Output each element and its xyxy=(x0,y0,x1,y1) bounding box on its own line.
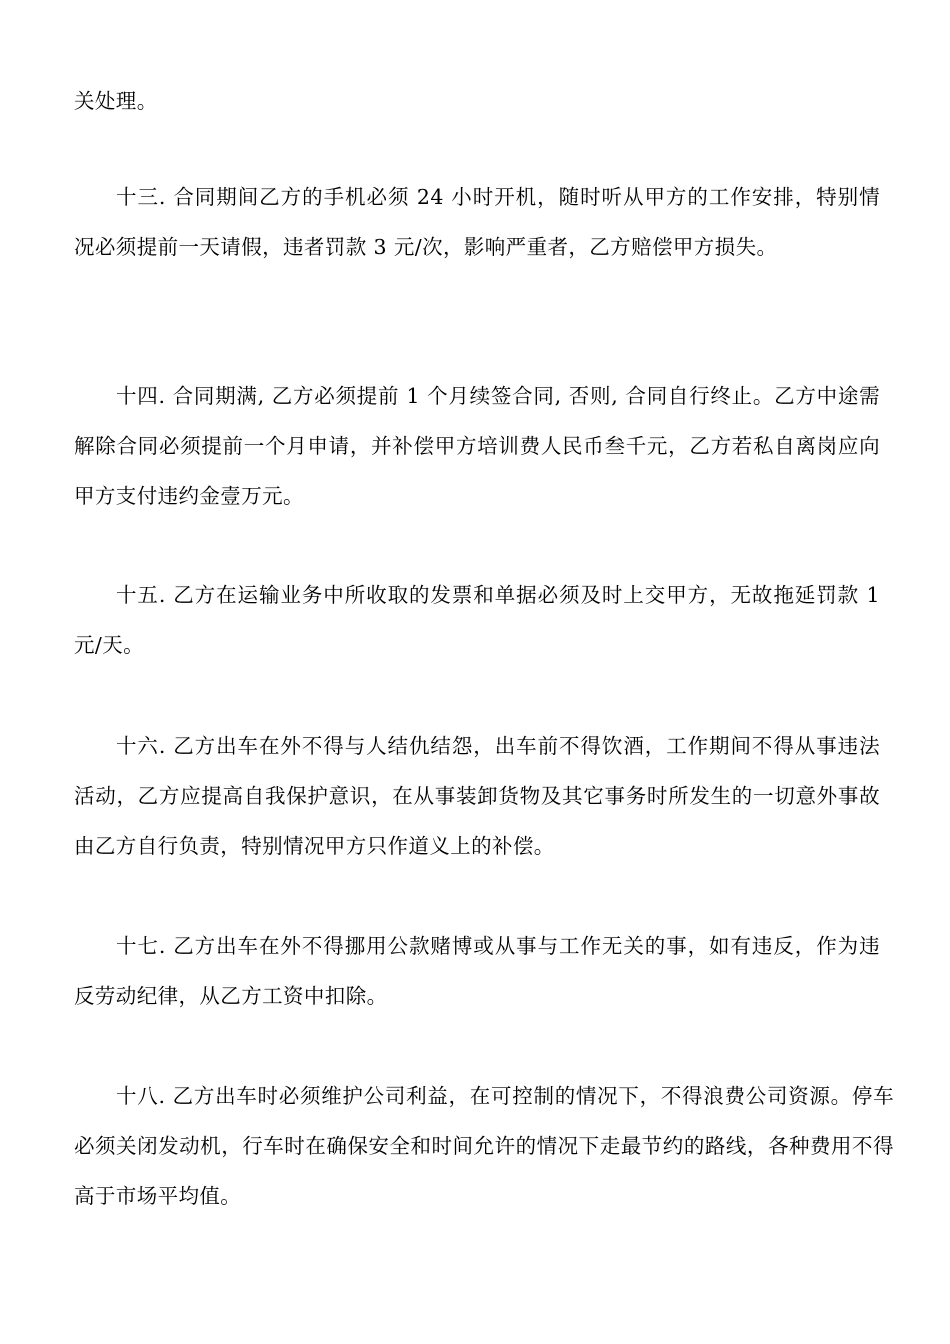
clause-15: 十五. 乙方在运输业务中所收取的发票和单据必须及时上交甲方，无故拖延罚款 1 元/天。 xyxy=(74,583,880,657)
paragraph-continuation: 关处理。 xyxy=(74,89,158,113)
clause-13: 十三. 合同期间乙方的手机必须 24 小时开机，随时听从甲方的工作安排，特别情况必须提前一天请假，违者罚款 3 元/次，影响严重者，乙方赔偿甲方损失。 xyxy=(74,185,880,259)
clause-16: 十六. 乙方出车在外不得与人结仇结怨，出车前不得饮酒，工作期间不得从事违法活动，乙方应提高自我保护意识，在从事装卸货物及其它事务时所发生的一切意外事故由乙方自行负责，特别情况甲方只作道义上的补偿。 xyxy=(74,734,880,858)
clause-18: 十八. 乙方出车时必须维护公司利益，在可控制的情况下，不得浪费公司资源。停车必须关闭发动机，行车时在确保安全和时间允许的情况下走最节约的路线，各种费用不得高于市场平均值。 xyxy=(74,1084,894,1208)
clause-17: 十七. 乙方出车在外不得挪用公款赌博或从事与工作无关的事，如有违反，作为违反劳动纪律，从乙方工资中扣除。 xyxy=(74,934,880,1008)
clause-14: 十四. 合同期满, 乙方必须提前 1 个月续签合同, 否则, 合同自行终止。乙方中途需解除合同必须提前一个月申请，并补偿甲方培训费人民币叁千元，乙方若私自离岗应向甲方支付违约金壹万元。 xyxy=(74,384,880,508)
